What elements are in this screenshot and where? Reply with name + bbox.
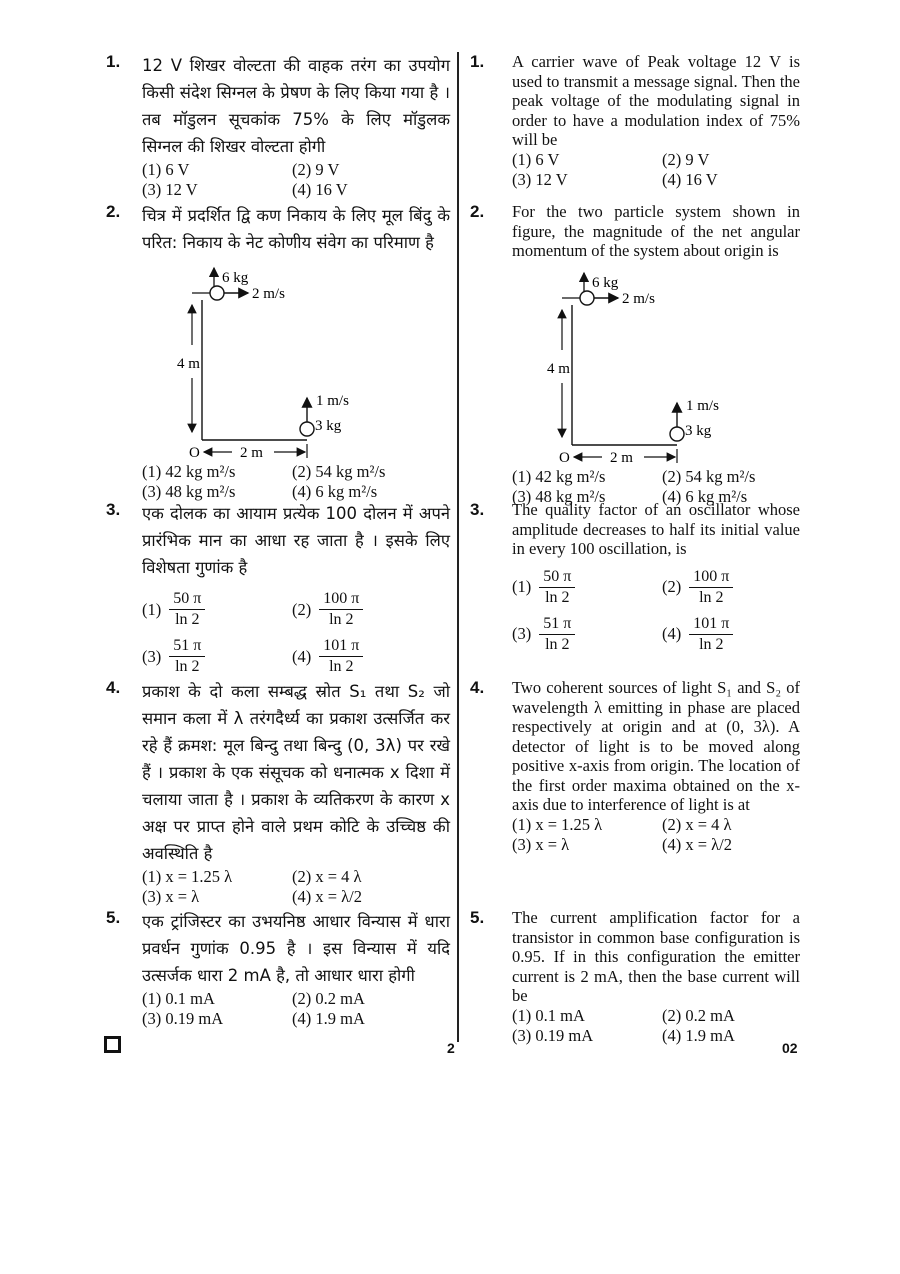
fraction-options: [512, 567, 800, 655]
corner-box-mark: [104, 1036, 121, 1053]
option-2: (2) 0.2 mA: [662, 1005, 735, 1025]
column-divider: [457, 52, 459, 1042]
origin-label: O: [559, 449, 570, 465]
question-text: A carrier wave of Peak voltage 12 V is used to transmit a message signal. Then the peak voltage of the modulating signal in order to have a modulation index of 75% will be: [512, 52, 800, 149]
question-number: 2.: [106, 202, 121, 221]
option-3: (3) 48 kg m²/s: [512, 486, 606, 506]
option-1: (1) 6 V: [142, 160, 190, 179]
option-3: (3) $\frac{51 \pi}{\ln 2}$: [512, 614, 662, 655]
mass-6kg-label: 6 kg: [592, 274, 619, 291]
option-2: (2) 0.2 mA: [292, 989, 365, 1008]
width-2m-label: 2 m: [610, 449, 633, 465]
question-number: 4.: [106, 678, 121, 697]
origin-label: O: [189, 445, 200, 460]
option-2: (2) 54 kg m²/s: [292, 462, 386, 481]
option-2: (2) 54 kg m²/s: [662, 466, 756, 486]
question-number: 5.: [106, 908, 121, 927]
options: [512, 150, 800, 190]
option-4: (4) 6 kg m²/s: [662, 486, 748, 506]
option-2: (2) $\frac{100 \pi}{\ln 2}$: [292, 589, 442, 630]
options: [512, 1006, 800, 1046]
fraction-options: [142, 589, 450, 677]
options: [142, 160, 450, 200]
option-4: (4) x = λ/2: [292, 887, 363, 906]
question-number: 1.: [106, 52, 121, 71]
velocity-1ms-label: 1 m/s: [686, 397, 719, 414]
option-4: (4) 6 kg m²/s: [292, 482, 378, 501]
two-particle-figure: [512, 265, 762, 465]
option-1: (1) 42 kg m²/s: [142, 462, 236, 481]
english-column: [470, 52, 800, 1046]
width-2m-label: 2 m: [240, 445, 263, 460]
option-3: (3) x = λ: [512, 834, 570, 854]
question-text: चित्र में प्रदर्शित द्वि कण निकाय के लिए मूल बिंदु के परित: निकाय के नेट कोणीय संवेग का परिमाण है: [142, 206, 450, 252]
paper-code: 02: [782, 1040, 798, 1056]
velocity-1ms-label: 1 m/s: [316, 393, 349, 409]
option-3: (3) 0.19 mA: [142, 1009, 224, 1028]
height-4m-label: 4 m: [547, 360, 570, 377]
mass-3kg-label: 3 kg: [315, 418, 342, 434]
particle-3kg: [670, 427, 684, 441]
question-text: प्रकाश के दो कला सम्बद्ध स्रोत S₁ तथा S₂ जो समान कला में λ तरंगदैर्ध्य का प्रकाश उत्सर्जित कर रहे हैं क्रमश: मूल बिन्दु तथा बिन्दु (0, 3λ) पर रखे हैं । प्रकाश के एक संसूचक को धनात्मक x दिशा में चलाया जाता है । प्रकाश के व्यतिकरण के कारण x अक्ष पर प्राप्त होने वाले प्रथम कोटि के उच्चिष्ठ की अवस्थिति है: [142, 682, 450, 863]
question-number: 5.: [470, 908, 485, 927]
option-1: (1) 0.1 mA: [142, 989, 215, 1008]
option-3: (3) x = λ: [142, 887, 200, 906]
option-1: (1) x = 1.25 λ: [512, 814, 603, 834]
question-5-english: [470, 908, 800, 1046]
options: [512, 815, 800, 855]
option-1: (1) $\frac{50 \pi}{\ln 2}$: [142, 589, 292, 630]
page-number: 2: [447, 1040, 455, 1056]
question-1-hindi: [96, 52, 450, 202]
question-text: The current amplification factor for a transistor in common base configuration is 0.95. If in this configuration the emitter current is 2 mA, then the base current will be: [512, 908, 800, 1005]
question-2-hindi: [96, 202, 450, 500]
option-4: (4) 16 V: [662, 169, 718, 189]
question-text: एक ट्रांजिस्टर का उभयनिष्ठ आधार विन्यास में धारा प्रवर्धन गुणांक 0.95 है । इस विन्यास में यदि उत्सर्जक धारा 2 mA है, तो आधार धारा होगी: [142, 912, 450, 985]
option-4: (4) $\frac{101 \pi}{\ln 2}$: [662, 614, 812, 655]
option-4: (4) x = λ/2: [662, 834, 733, 854]
mass-3kg-label: 3 kg: [685, 422, 712, 439]
option-3: (3) $\frac{51 \pi}{\ln 2}$: [142, 636, 292, 677]
question-3-hindi: [96, 500, 450, 678]
question-3-english: [470, 500, 800, 678]
question-number: 2.: [470, 202, 485, 221]
option-1: (1) 6 V: [512, 149, 560, 169]
particle-6kg: [580, 291, 594, 305]
options: [142, 867, 450, 907]
option-2: (2) x = 4 λ: [662, 814, 732, 834]
option-3: (3) 12 V: [512, 169, 568, 189]
option-1: (1) $\frac{50 \pi}{\ln 2}$: [512, 567, 662, 608]
option-4: (4) 1.9 mA: [292, 1009, 365, 1028]
question-4-hindi: [96, 678, 450, 908]
option-2: (2) 9 V: [662, 149, 710, 169]
question-1-english: [470, 52, 800, 202]
option-2: (2) $\frac{100 \pi}{\ln 2}$: [662, 567, 812, 608]
option-1: (1) 42 kg m²/s: [512, 466, 606, 486]
option-4: (4) 16 V: [292, 180, 348, 199]
question-5-hindi: [96, 908, 450, 1029]
hindi-column: [96, 52, 450, 1029]
question-text: Two coherent sources of light S₁ and S₂ of wavelength λ emitting in phase are placed respectively at origin and at (0, 3λ). A detector of light is to be moved along positive x-axis from origin. The location of the first order maxima obtained on the x-axis due to interference of light is at: [512, 678, 800, 814]
option-1: (1) 0.1 mA: [512, 1005, 585, 1025]
velocity-2ms-label: 2 m/s: [622, 290, 655, 307]
height-4m-label: 4 m: [177, 356, 200, 372]
mass-6kg-label: 6 kg: [222, 270, 249, 286]
question-number: 3.: [106, 500, 121, 519]
particle-6kg: [210, 286, 224, 300]
option-4: (4) $\frac{101 \pi}{\ln 2}$: [292, 636, 442, 677]
velocity-2ms-label: 2 m/s: [252, 286, 285, 302]
question-number: 1.: [470, 52, 485, 71]
option-2: (2) 9 V: [292, 160, 340, 179]
option-3: (3) 12 V: [142, 180, 198, 199]
option-4: (4) 1.9 mA: [662, 1025, 735, 1045]
question-number: 4.: [470, 678, 485, 697]
question-text: एक दोलक का आयाम प्रत्येक 100 दोलन में अपने प्रारंभिक मान का आधा रह जाता है । इसके लिए विशेषता गुणांक है: [142, 504, 450, 577]
options: [142, 462, 450, 502]
question-4-english: [470, 678, 800, 908]
question-text: 12 V शिखर वोल्टता की वाहक तरंग का उपयोग किसी संदेश सिग्नल के प्रेषण के लिए किया गया है । तब मॉडुलन सूचकांक 75% के लिए मॉडुलक सिग्नल की शिखर वोल्टता होगी: [142, 56, 450, 156]
options: [142, 989, 450, 1029]
question-2-english: [470, 202, 800, 506]
option-1: (1) x = 1.25 λ: [142, 867, 233, 886]
option-3: (3) 0.19 mA: [512, 1025, 594, 1045]
two-particle-figure: [142, 260, 392, 460]
option-2: (2) x = 4 λ: [292, 867, 362, 886]
particle-3kg: [300, 422, 314, 436]
question-text: For the two particle system shown in figure, the magnitude of the net angular momentum of the system about origin is: [512, 202, 800, 260]
option-3: (3) 48 kg m²/s: [142, 482, 236, 501]
question-text: The quality factor of an oscillator whose amplitude decreases to half its initial value in every 100 oscillation, is: [512, 500, 800, 558]
question-number: 3.: [470, 500, 485, 519]
